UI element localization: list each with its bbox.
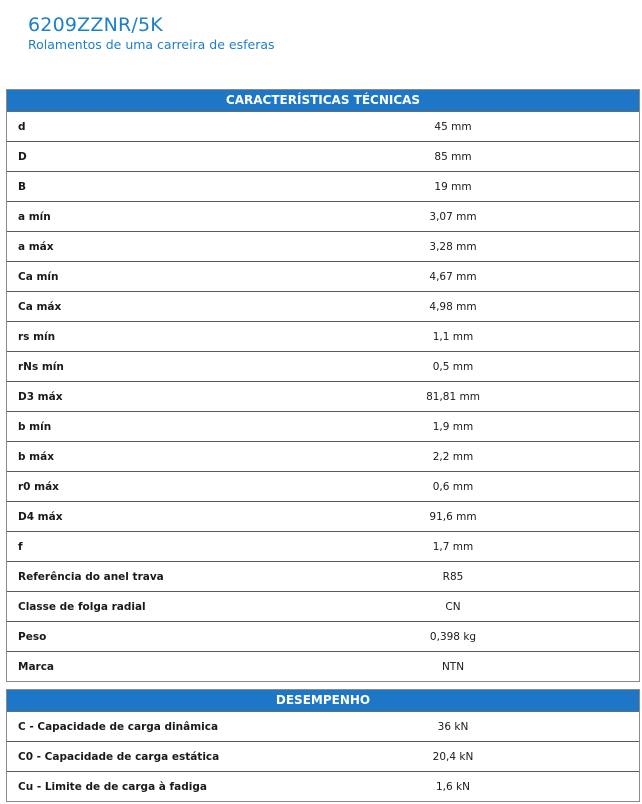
row-label: a máx <box>18 240 54 253</box>
row-value: 0,6 mm <box>432 480 474 493</box>
technical-specs-table <box>6 89 640 682</box>
row-value: 3,28 mm <box>429 240 477 253</box>
table-row <box>7 742 639 772</box>
row-label: Ca máx <box>18 300 62 313</box>
row-value: NTN <box>441 660 465 673</box>
row-value: 19 mm <box>434 180 472 193</box>
table-row <box>7 442 639 472</box>
row-value: CN <box>445 600 461 613</box>
row-label: Referência do anel trava <box>18 570 164 583</box>
table-row <box>7 622 639 652</box>
row-label: b mín <box>18 420 52 433</box>
table-row <box>7 412 639 442</box>
product-header <box>28 14 275 53</box>
row-label: d <box>18 120 26 133</box>
row-label: rNs mín <box>18 360 64 373</box>
row-value: 1,1 mm <box>432 330 474 343</box>
row-label: D4 máx <box>18 510 63 523</box>
table-row <box>7 652 639 681</box>
row-label: Ca mín <box>18 270 59 283</box>
row-label: D3 máx <box>18 390 63 403</box>
row-value: 20,4 kN <box>432 750 474 763</box>
row-value: 45 mm <box>434 120 472 133</box>
row-value: 1,6 kN <box>436 780 470 793</box>
row-label: Classe de folga radial <box>18 600 146 613</box>
product-title: 6209ZZNR/5K <box>28 14 163 36</box>
table-row <box>7 202 639 232</box>
row-value: 36 kN <box>437 720 469 733</box>
row-value: 4,67 mm <box>429 270 477 283</box>
row-value: 81,81 mm <box>426 390 480 403</box>
product-subtitle: Rolamentos de uma carreira de esferas <box>28 37 275 52</box>
row-label: C - Capacidade de carga dinâmica <box>18 720 219 733</box>
table-row <box>7 172 639 202</box>
row-value: 85 mm <box>434 150 472 163</box>
table-row <box>7 592 639 622</box>
performance-heading: DESEMPENHO <box>7 690 639 712</box>
row-value: 91,6 mm <box>429 510 477 523</box>
row-label: Marca <box>18 660 55 673</box>
row-label: f <box>18 540 23 553</box>
table-row <box>7 772 639 801</box>
row-label: a mín <box>18 210 51 223</box>
table-row <box>7 502 639 532</box>
row-label: r0 máx <box>18 480 59 493</box>
row-value: 2,2 mm <box>432 450 474 463</box>
table-row <box>7 382 639 412</box>
table-row <box>7 232 639 262</box>
row-value: 1,7 mm <box>432 540 474 553</box>
table-row <box>7 532 639 562</box>
row-value: 4,98 mm <box>429 300 477 313</box>
table-row <box>7 292 639 322</box>
row-value: 1,9 mm <box>432 420 474 433</box>
performance-table <box>6 689 640 802</box>
row-label: Cu - Limite de de carga à fadiga <box>18 780 207 793</box>
table-row <box>7 142 639 172</box>
table-row <box>7 112 639 142</box>
row-value: 0,5 mm <box>432 360 474 373</box>
row-value: 3,07 mm <box>429 210 477 223</box>
row-label: D <box>18 150 27 163</box>
table-row <box>7 712 639 742</box>
table-row <box>7 562 639 592</box>
table-row <box>7 352 639 382</box>
row-label: C0 - Capacidade de carga estática <box>18 750 220 763</box>
row-label: rs mín <box>18 330 56 343</box>
row-label: b máx <box>18 450 54 463</box>
table-row <box>7 472 639 502</box>
row-label: Peso <box>18 630 47 643</box>
row-label: B <box>18 180 27 193</box>
table-row <box>7 322 639 352</box>
row-value: 0,398 kg <box>429 630 477 643</box>
technical-specs-heading: CARACTERÍSTICAS TÉCNICAS <box>7 90 639 112</box>
row-value: R85 <box>442 570 464 583</box>
table-row <box>7 262 639 292</box>
